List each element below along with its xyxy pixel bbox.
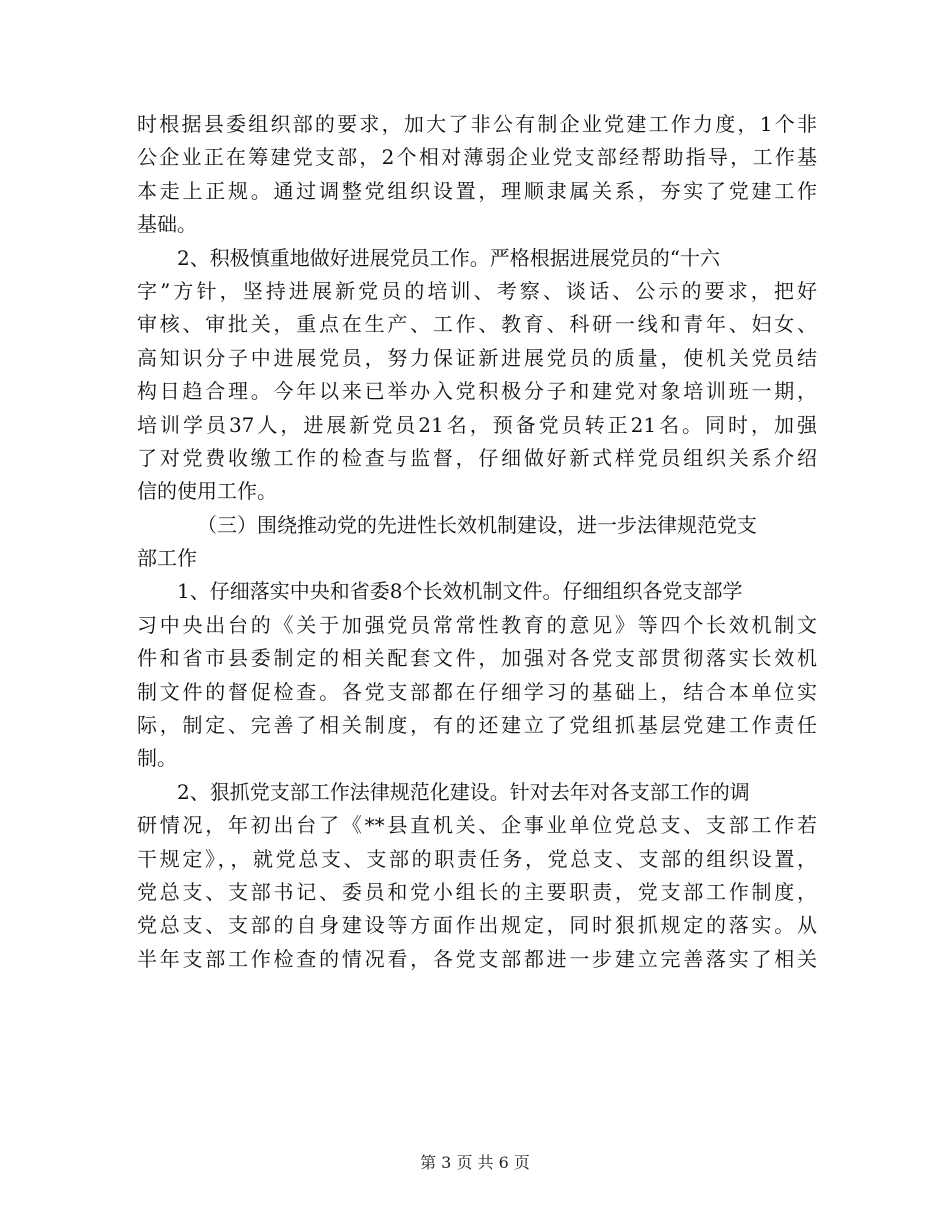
text-line: 公企业正在筹建党支部，2个相对薄弱企业党支部经帮助指导，工作基 bbox=[137, 145, 817, 170]
text-line: 党总支、支部的自身建设等方面作出规定，同时狠抓规定的落实。从 bbox=[137, 913, 817, 938]
section-heading-line: （三）围绕推动党的先进性长效机制建设，进一步法律规范党支 bbox=[197, 512, 757, 537]
text-line: 本走上正规。通过调整党组织设置，理顺隶属关系，夯实了党建工作 bbox=[137, 178, 817, 203]
text-line: 培训学员37人，进展新党员21名，预备党员转正21名。同时，加强 bbox=[137, 412, 817, 437]
text-line: 了对党费收缴工作的检查与监督，仔细做好新式样党员组织关系介绍 bbox=[137, 445, 817, 470]
text-line: 际，制定、完善了相关制度，有的还建立了党组抓基层党建工作责任 bbox=[137, 713, 817, 738]
text-line: 习中央出台的《关于加强党员常常性教育的意见》等四个长效机制文 bbox=[137, 612, 817, 637]
text-line: 制。 bbox=[137, 746, 177, 771]
page-number-footer: 第 3 页 共 6 页 bbox=[420, 1153, 530, 1172]
text-line: 时根据县委组织部的要求，加大了非公有制企业党建工作力度，1个非 bbox=[137, 112, 817, 136]
text-line: 半年支部工作检查的情况看，各党支部都进一步建立完善落实了相关 bbox=[137, 946, 817, 971]
text-line: 信的使用工作。 bbox=[137, 479, 277, 504]
text-line: 件和省市县委制定的相关配套文件，加强对各党支部贯彻落实长效机 bbox=[137, 646, 817, 671]
text-line: 2、积极慎重地做好进展党员工作。严格根据进展党员的“十六 bbox=[177, 245, 720, 270]
text-line: 制文件的督促检查。各党支部都在仔细学习的基础上，结合本单位实 bbox=[137, 679, 817, 704]
text-line: 构日趋合理。今年以来已举办入党积极分子和建党对象培训班一期， bbox=[137, 379, 817, 404]
text-line: 字”方针，坚持进展新党员的培训、考察、谈话、公示的要求，把好 bbox=[137, 278, 817, 303]
text-line: 干规定》，，就党总支、支部的职责任务，党总支、支部的组织设置， bbox=[137, 846, 817, 871]
text-line: 1、仔细落实中央和省委8个长效机制文件。仔细组织各党支部学 bbox=[177, 579, 743, 604]
text-line: 基础。 bbox=[137, 212, 197, 237]
text-line: 研情况，年初出台了《**县直机关、企事业单位党总支、支部工作若 bbox=[137, 813, 817, 838]
document-body bbox=[137, 108, 817, 976]
text-line: 审核、审批关，重点在生产、工作、教育、科研一线和青年、妇女、 bbox=[137, 312, 817, 337]
text-line: 党总支、支部书记、委员和党小组长的主要职责，党支部工作制度， bbox=[137, 879, 817, 904]
text-line: 高知识分子中进展党员，努力保证新进展党员的质量，使机关党员结 bbox=[137, 345, 817, 370]
section-heading-line: 部工作 bbox=[137, 546, 197, 571]
text-line: 2、狠抓党支部工作法律规范化建设。针对去年对各支部工作的调 bbox=[177, 779, 750, 804]
